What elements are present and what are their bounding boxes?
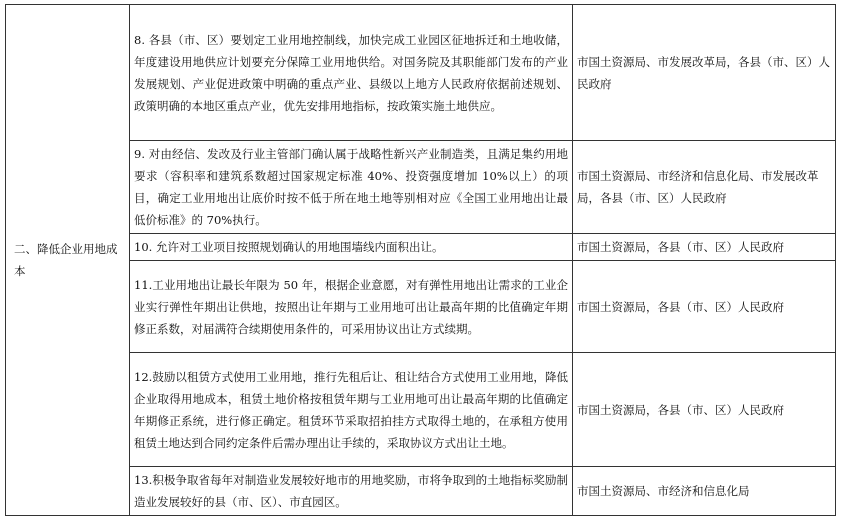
department-text: 市国土资源局，各县（市、区）人民政府 xyxy=(577,299,784,314)
department-cell xyxy=(573,141,836,234)
table-row xyxy=(6,234,836,261)
department-cell xyxy=(573,5,836,141)
measure-text: 8. 各县（市、区）要划定工业用地控制线，加快完成工业园区征地拆迁和土地收储，年度建设用地供应计划要充分保障工业用地供给。对国务院及其职能部门发布的产业发展规划、产业促进政策中明确的重点产业、县级以上地方人民政府依据前述规划、政策明确的本地区重点产业，优先安排用地指标，按政策实施土地供应。 xyxy=(134,32,568,113)
measure-cell xyxy=(130,5,573,141)
measure-text: 13.积极争取省每年对制造业发展较好地市的用地奖励，市将争取到的土地指标奖励制造业发展较好的县（市、区）、市直园区。 xyxy=(134,473,568,509)
measure-cell xyxy=(130,353,573,467)
department-cell xyxy=(573,261,836,353)
table-row xyxy=(6,467,836,516)
department-text: 市国土资源局、市发展改革局，各县（市、区）人民政府 xyxy=(577,54,830,91)
department-text: 市国土资源局，各县（市、区）人民政府 xyxy=(577,402,784,417)
table-row xyxy=(6,261,836,353)
measure-cell xyxy=(130,141,573,234)
table-row xyxy=(6,5,836,141)
department-text: 市国土资源局、市经济和信息化局、市发展改革局，各县（市、区）人民政府 xyxy=(577,169,819,205)
policy-table xyxy=(5,4,836,516)
measure-text: 9. 对由经信、发改及行业主管部门确认属于战略性新兴产业制造类，且满足集约用地要求（容积率和建筑系数超过国家规定标准 40%、投资强度增加 10%以上）的项目，确定工业用地出让底价时按不低于所在地土地等别相对应《全国工业用地出让最低价标准》的 70%执行。 xyxy=(134,147,568,227)
department-cell xyxy=(573,467,836,516)
table-row xyxy=(6,353,836,467)
measure-cell xyxy=(130,234,573,261)
department-text: 市国土资源局，各县（市、区）人民政府 xyxy=(577,240,784,254)
department-cell xyxy=(573,234,836,261)
category-label: 二、降低企业用地成本 xyxy=(14,242,118,278)
category-cell xyxy=(6,5,130,516)
measure-cell xyxy=(130,261,573,353)
department-text: 市国土资源局、市经济和信息化局 xyxy=(577,484,750,498)
measure-text: 12.鼓励以租赁方式使用工业用地，推行先租后让、租让结合方式使用工业用地，降低企业取得用地成本，租赁土地价格按租赁年期与工业用地可出让最高年期的比值确定年期修正系统，进行修正确定。租赁环节采取招拍挂方式取得土地的，在承租方使用租赁土地达到合同约定条件后需办理出让手续的，采取协议方式出让土地。 xyxy=(134,369,568,450)
table-row xyxy=(6,141,836,234)
department-cell xyxy=(573,353,836,467)
measure-cell xyxy=(130,467,573,516)
measure-text: 11.工业用地出让最长年限为 50 年，根据企业意愿，对有弹性用地出让需求的工业企业实行弹性年期出让供地，按照出让年期与工业用地可出让最高年期的比值确定年期修正系数，对届满符合续期使用条件的，可采用协议出让方式续期。 xyxy=(134,277,568,336)
measure-text: 10. 允许对工业项目按照规划确认的用地围墙线内面积出让。 xyxy=(134,240,444,254)
